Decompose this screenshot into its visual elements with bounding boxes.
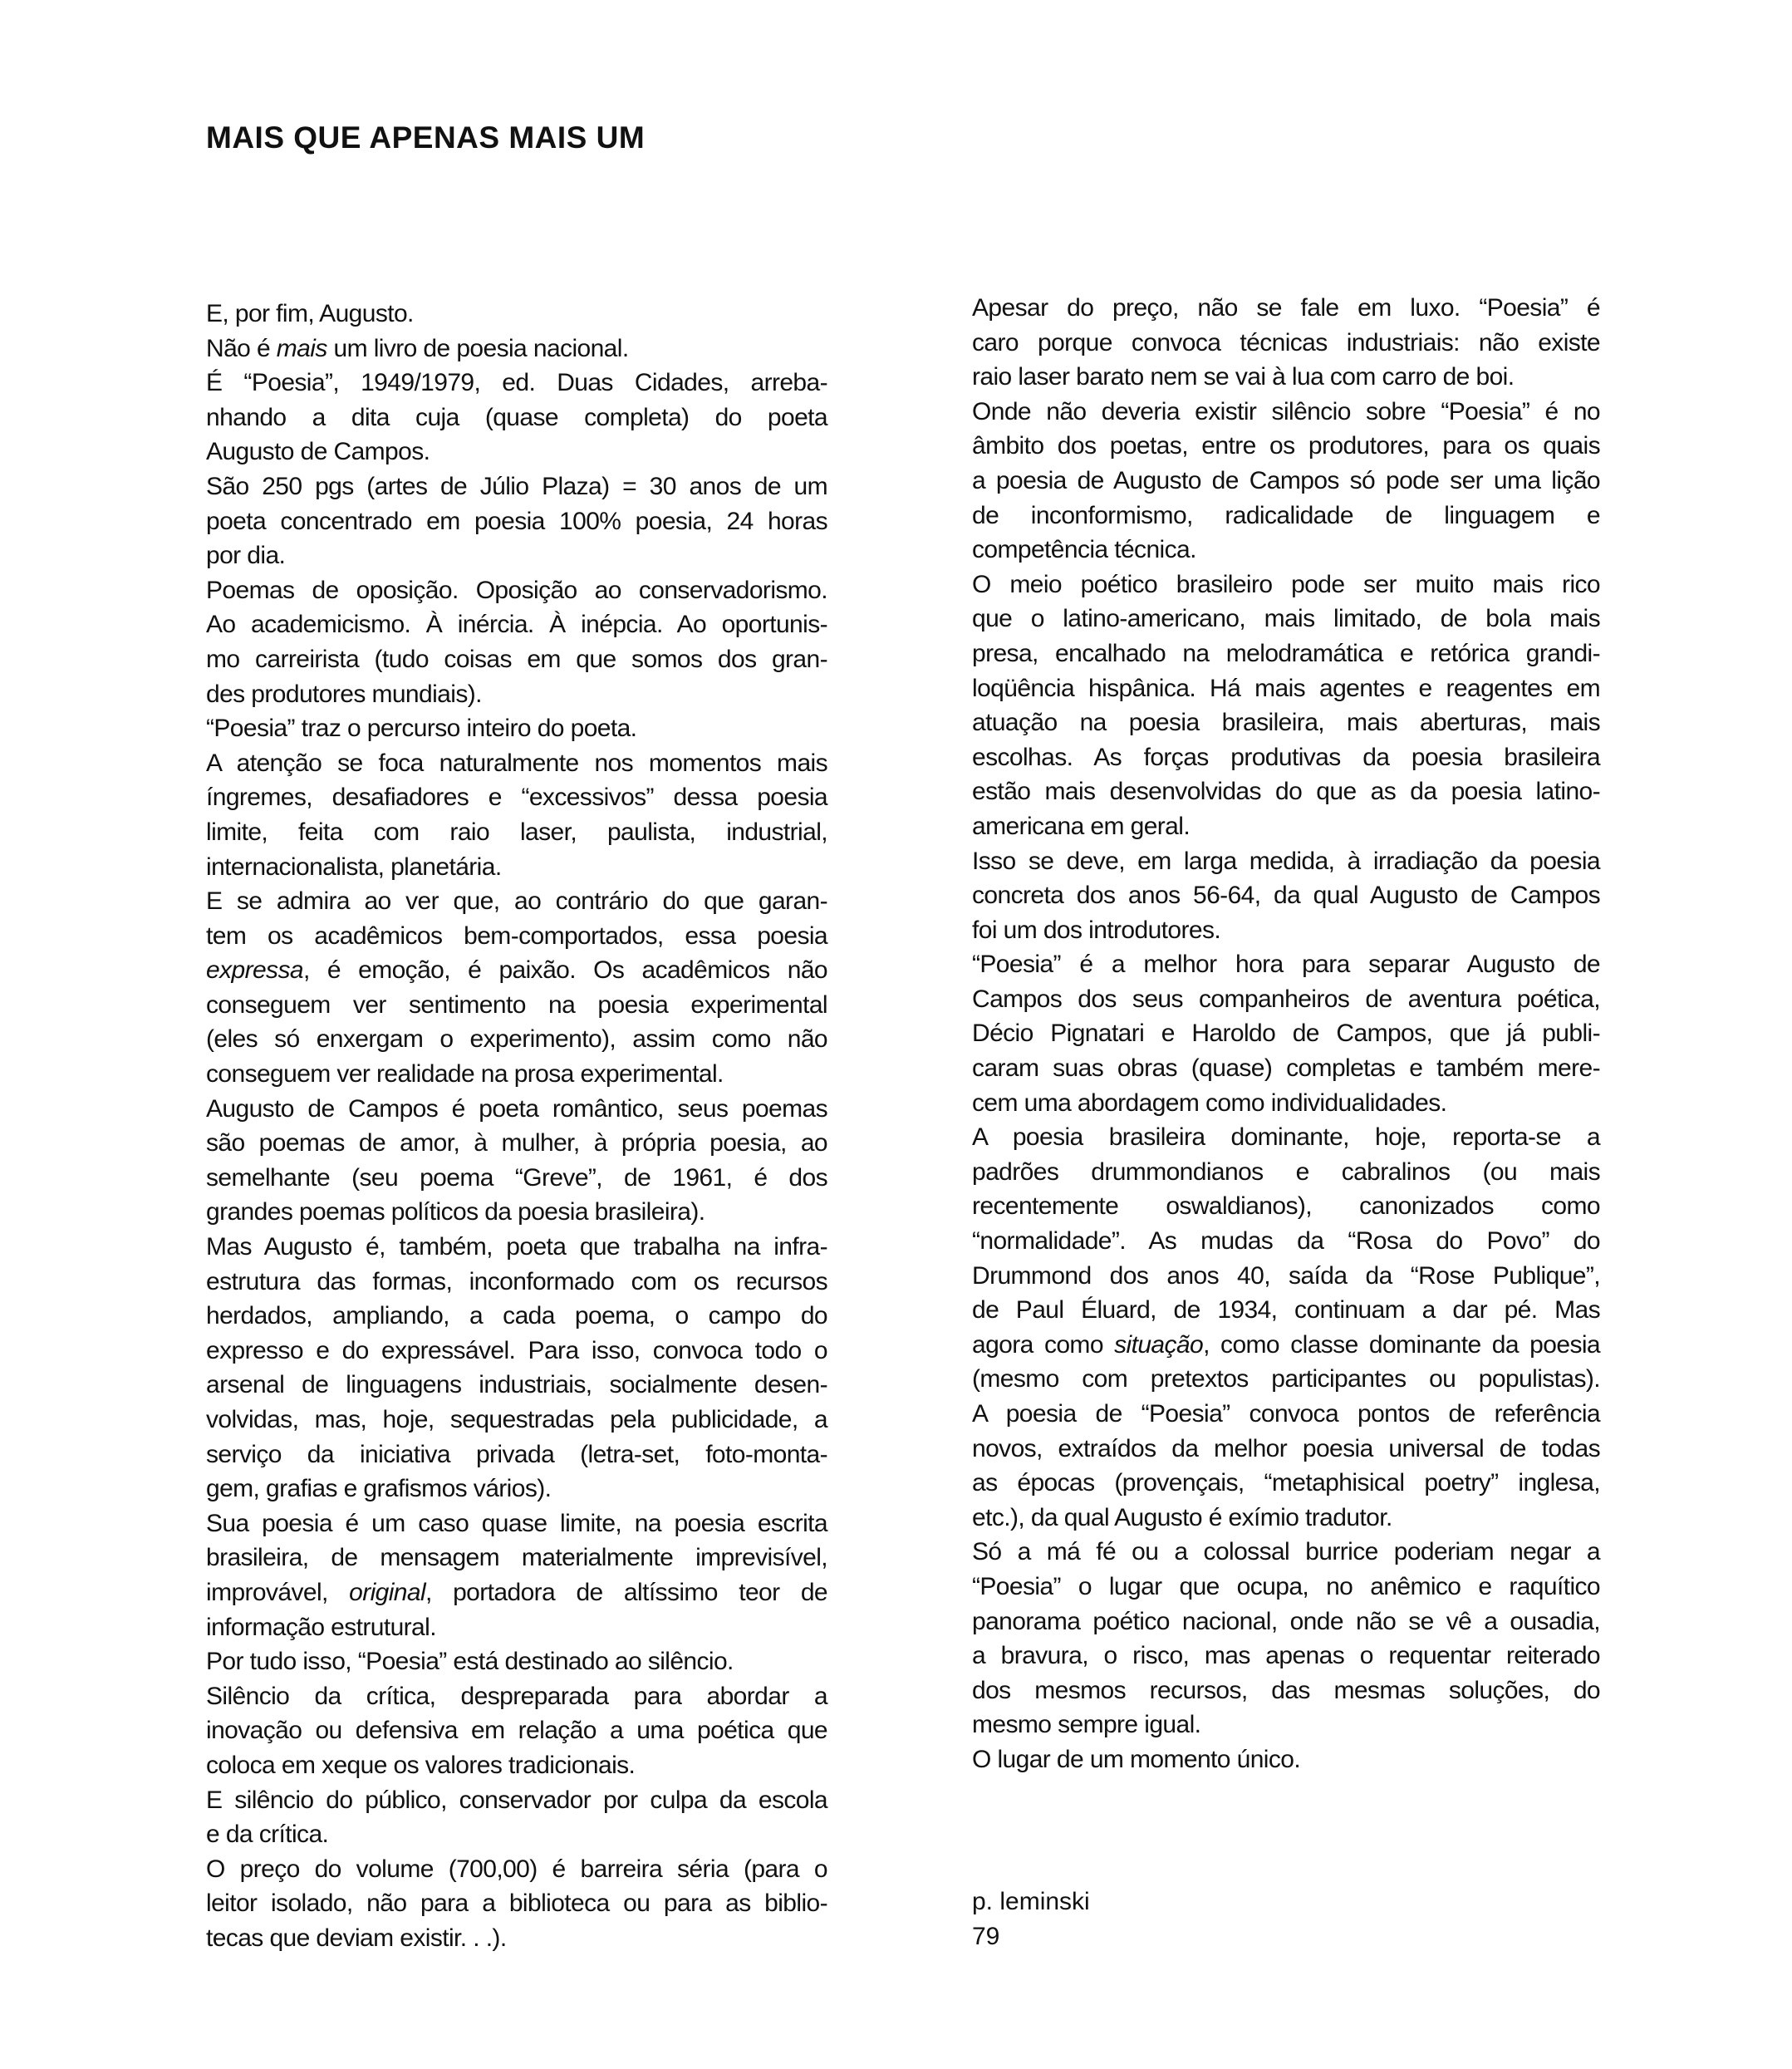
text-line: O lugar de um momento único.	[972, 1745, 1301, 1773]
text-line: caram suas obras (quase) completas e também mere-	[972, 1054, 1600, 1083]
text-line: estão mais desenvolvidas do que as da poesia latino-	[972, 778, 1600, 806]
text-line: mesmo sempre igual.	[972, 1711, 1201, 1739]
text-line: Augusto de Campos é poeta romântico, seus poemas	[206, 1094, 827, 1123]
text-line: improvável, original, portadora de altíssimo teor de	[206, 1578, 827, 1606]
text-line: tem os acadêmicos bem-comportados, essa poesia	[206, 921, 827, 950]
text-line: grandes poemas políticos da poesia brasileira).	[206, 1198, 705, 1226]
footer	[972, 1885, 1090, 1954]
text-line: recentemente oswaldianos), canonizados como	[972, 1192, 1600, 1221]
text-line: “Poesia” é a melhor hora para separar Augusto de	[972, 951, 1600, 979]
text-line: a poesia de Augusto de Campos só pode ser uma lição	[972, 466, 1600, 494]
text-line: (eles só enxergam o experimento), assim como não	[206, 1025, 827, 1054]
left-column	[206, 297, 827, 1956]
text-line: des produtores mundiais).	[206, 680, 482, 708]
text-line: limite, feita com raio laser, paulista, industrial,	[206, 818, 827, 846]
text-line: expressa, é emoção, é paixão. Os acadêmicos não	[206, 956, 827, 985]
text-line: presa, encalhado na melodramática e retórica grandi-	[972, 639, 1600, 667]
text-line: Augusto de Campos.	[206, 438, 430, 466]
text-line: A atenção se foca naturalmente nos momentos mais	[206, 749, 827, 777]
text-line: semelhante (seu poema “Greve”, de 1961, é dos	[206, 1163, 827, 1192]
text-line: e da crítica.	[206, 1821, 329, 1849]
text-line: padrões drummondianos e cabralinos (ou mais	[972, 1157, 1600, 1186]
text-line: “Poesia” o lugar que ocupa, no anêmico e raquítico	[972, 1572, 1600, 1600]
text-line: herdados, ampliando, a cada poema, o campo do	[206, 1302, 827, 1330]
text-line: gem, grafias e grafismos vários).	[206, 1475, 552, 1503]
text-line: novos, extraídos da melhor poesia universal de todas	[972, 1434, 1600, 1462]
text-line: Onde não deveria existir silêncio sobre “Poesia” é no	[972, 397, 1600, 425]
text-line: internacionalista, planetária.	[206, 853, 502, 881]
text-line: arsenal de linguagens industriais, socialmente desen-	[206, 1371, 827, 1399]
text-line: Silêncio da crítica, despreparada para abordar a	[206, 1682, 827, 1710]
text-line: poeta concentrado em poesia 100% poesia, 24 horas	[206, 507, 827, 535]
text-line: raio laser barato nem se vai à lua com carro de boi.	[972, 363, 1515, 391]
right-column	[972, 291, 1600, 1777]
text-line: (mesmo com pretextos participantes ou populistas).	[972, 1365, 1600, 1393]
text-line: O meio poético brasileiro pode ser muito mais rico	[972, 570, 1600, 598]
text-line: âmbito dos poetas, entre os produtores, para os quais	[972, 432, 1600, 460]
text-line: que o latino-americano, mais limitado, de bola mais	[972, 605, 1600, 633]
text-line: mo carreirista (tudo coisas em que somos dos gran-	[206, 645, 827, 673]
text-line: americana em geral.	[972, 812, 1191, 840]
text-line: A poesia brasileira dominante, hoje, reporta-se a	[972, 1123, 1600, 1152]
text-line: as épocas (provençais, “metaphisical poetry” inglesa,	[972, 1469, 1600, 1497]
text-line: caro porque convoca técnicas industriais: não existe	[972, 328, 1600, 356]
text-line: Isso se deve, em larga medida, à irradiação da poesia	[972, 847, 1600, 875]
article-title: MAIS QUE APENAS MAIS UM	[206, 120, 646, 155]
text-line: coloca em xeque os valores tradicionais.	[206, 1751, 636, 1779]
text-line: É “Poesia”, 1949/1979, ed. Duas Cidades, arreba-	[206, 369, 827, 397]
text-line: Campos dos seus companheiros de aventura poética,	[972, 985, 1600, 1013]
text-line: por dia.	[206, 542, 286, 570]
text-line: inovação ou defensiva em relação a uma poética que	[206, 1717, 827, 1745]
text-line: Drummond dos anos 40, saída da “Rose Publique”,	[972, 1261, 1600, 1290]
text-line: competência técnica.	[972, 536, 1196, 564]
text-line: brasileira, de mensagem materialmente imprevisível,	[206, 1544, 827, 1572]
text-line: informação estrutural.	[206, 1613, 436, 1641]
text-line: Mas Augusto é, também, poeta que trabalha na infra-	[206, 1233, 827, 1261]
text-line: agora como situação, como classe dominante da poesia	[972, 1330, 1600, 1359]
text-line: leitor isolado, não para a biblioteca ou para as biblio-	[206, 1890, 827, 1918]
text-line: foi um dos introdutores.	[972, 916, 1221, 944]
text-line: A poesia de “Poesia” convoca pontos de referência	[972, 1400, 1600, 1428]
text-line: loqüência hispânica. Há mais agentes e reagentes em	[972, 674, 1600, 702]
text-line: volvidas, mas, hoje, sequestradas pela publicidade, a	[206, 1406, 827, 1433]
text-line: Décio Pignatari e Haroldo de Campos, que já publi-	[972, 1020, 1600, 1048]
text-line: Não é mais um livro de poesia nacional.	[206, 334, 629, 362]
text-line: íngremes, desafiadores e “excessivos” dessa poesia	[206, 784, 827, 812]
text-line: Sua poesia é um caso quase limite, na poesia escrita	[206, 1509, 827, 1537]
text-line: E se admira ao ver que, ao contrário do que garan-	[206, 887, 827, 916]
text-line: E, por fim, Augusto.	[206, 300, 414, 327]
text-line: de inconformismo, radicalidade de linguagem e	[972, 501, 1600, 529]
text-line: serviço da iniciativa privada (letra-set, foto-monta-	[206, 1440, 827, 1468]
page-number: 79	[972, 1923, 1000, 1950]
text-line: panorama poético nacional, onde não se vê a ousadia,	[972, 1607, 1600, 1635]
text-line: Ao academicismo. À inércia. À inépcia. Ao oportunis-	[206, 611, 827, 639]
text-line: expresso e do expressável. Para isso, convoca todo o	[206, 1336, 827, 1364]
text-line: Poemas de oposição. Oposição ao conservadorismo.	[206, 576, 827, 604]
text-line: são poemas de amor, à mulher, à própria poesia, ao	[206, 1129, 827, 1157]
text-line: “Poesia” traz o percurso inteiro do poeta.	[206, 715, 637, 743]
text-line: a bravura, o risco, mas apenas o requentar reiterado	[972, 1642, 1600, 1670]
text-line: Apesar do preço, não se fale em luxo. “Poesia” é	[972, 294, 1600, 322]
text-line: Só a má fé ou a colossal burrice poderiam negar a	[972, 1538, 1600, 1566]
text-line: conseguem ver sentimento na poesia experimental	[206, 990, 827, 1019]
text-line: dos mesmos recursos, das mesmas soluções, do	[972, 1676, 1600, 1704]
text-line: nhando a dita cuja (quase completa) do poeta	[206, 403, 827, 431]
text-line: concreta dos anos 56-64, da qual Augusto de Campos	[972, 882, 1600, 910]
text-line: cem uma abordagem como individualidades.	[972, 1089, 1447, 1117]
text-line: etc.), da qual Augusto é exímio tradutor.	[972, 1503, 1392, 1531]
text-line: “normalidade”. As mudas da “Rosa do Povo” do	[972, 1227, 1600, 1256]
text-line: E silêncio do público, conservador por culpa da escola	[206, 1786, 827, 1814]
text-line: O preço do volume (700,00) é barreira séria (para o	[206, 1855, 827, 1883]
text-line: atuação na poesia brasileira, mais aberturas, mais	[972, 709, 1600, 737]
text-line: Por tudo isso, “Poesia” está destinado ao silêncio.	[206, 1648, 734, 1676]
text-line: estrutura das formas, inconformado com os recursos	[206, 1267, 827, 1295]
text-line: de Paul Éluard, de 1934, continuam a dar pé. Mas	[972, 1296, 1600, 1324]
text-line: tecas que deviam existir. . .).	[206, 1924, 507, 1952]
author-signature: p. leminski	[972, 1888, 1090, 1915]
text-line: escolhas. As forças produtivas da poesia brasileira	[972, 743, 1600, 771]
text-line: São 250 pgs (artes de Júlio Plaza) = 30 anos de um	[206, 472, 827, 500]
text-line: conseguem ver realidade na prosa experimental.	[206, 1060, 724, 1089]
